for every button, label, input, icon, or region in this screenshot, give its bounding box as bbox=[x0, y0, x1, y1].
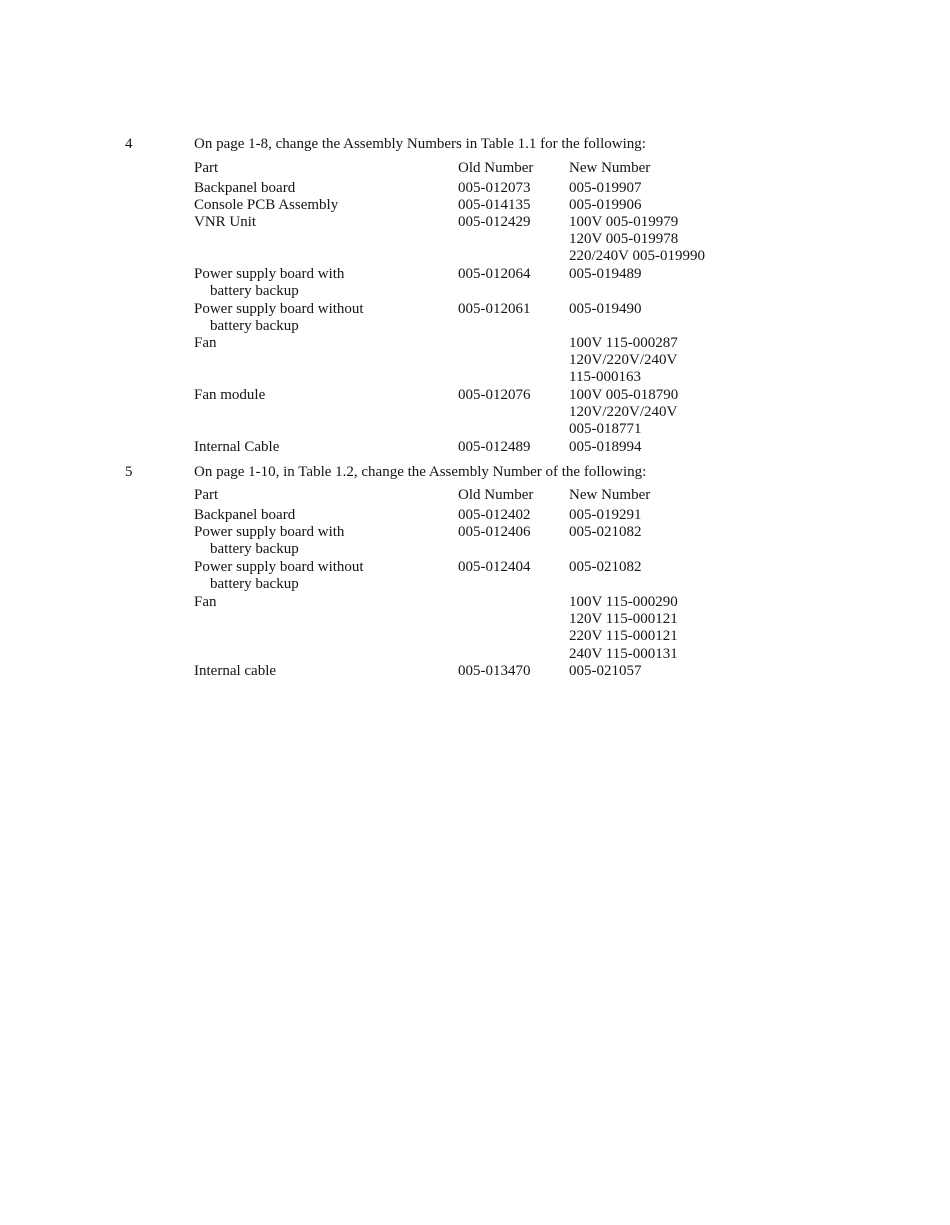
header-part: Part bbox=[194, 160, 219, 176]
part-cell bbox=[194, 507, 295, 524]
part-cell bbox=[194, 559, 364, 593]
part-line: Console PCB Assembly bbox=[194, 197, 339, 213]
part-line: Power supply board with bbox=[194, 266, 345, 282]
part-line: Internal Cable bbox=[194, 439, 280, 455]
part-cell bbox=[194, 180, 295, 197]
new-number-cell bbox=[569, 301, 642, 318]
section-instruction: On page 1-8, change the Assembly Numbers in Table 1.1 for the following: bbox=[194, 136, 646, 152]
part-cell bbox=[194, 439, 279, 456]
old-number-cell: 005-012076 bbox=[458, 387, 531, 403]
new-number-cell bbox=[569, 663, 642, 680]
part-line: Power supply board without bbox=[194, 301, 364, 317]
old-number-cell: 005-012489 bbox=[458, 439, 531, 455]
new-number-line: 115-000163 bbox=[569, 369, 641, 386]
new-number-line: 120V/220V/240V bbox=[569, 352, 678, 369]
part-cell bbox=[194, 524, 344, 558]
new-number-line: 100V 115-000290 bbox=[569, 594, 678, 610]
part-line: Backpanel board bbox=[194, 180, 296, 196]
part-cell bbox=[194, 214, 256, 231]
new-number-line: 005-021082 bbox=[569, 524, 642, 540]
new-number-cell bbox=[569, 559, 642, 576]
new-number-line: 005-021082 bbox=[569, 559, 642, 575]
part-line: Power supply board without bbox=[194, 559, 364, 575]
section-instruction: On page 1-10, in Table 1.2, change the Assembly Number of the following: bbox=[194, 464, 647, 480]
new-number-cell bbox=[569, 387, 678, 439]
new-number-cell bbox=[569, 214, 705, 266]
old-number-cell: 005-012064 bbox=[458, 266, 531, 282]
section-number: 4 bbox=[125, 136, 133, 152]
new-number-cell bbox=[569, 180, 642, 197]
part-line: Backpanel board bbox=[194, 507, 296, 523]
part-cell bbox=[194, 197, 338, 214]
header-new-number: New Number bbox=[569, 160, 651, 176]
new-number-line: 120V 115-000121 bbox=[569, 611, 678, 628]
part-line: VNR Unit bbox=[194, 214, 257, 230]
old-number-cell: 005-012073 bbox=[458, 180, 531, 196]
header-part: Part bbox=[194, 487, 219, 503]
part-line: battery backup bbox=[210, 541, 299, 558]
part-cell bbox=[194, 266, 344, 300]
new-number-line: 005-018771 bbox=[569, 421, 642, 438]
header-old-number: Old Number bbox=[458, 487, 534, 503]
new-number-cell bbox=[569, 507, 642, 524]
new-number-line: 240V 115-000131 bbox=[569, 645, 678, 662]
new-number-line: 005-019907 bbox=[569, 180, 642, 196]
new-number-line: 005-021057 bbox=[569, 663, 642, 679]
part-line: Power supply board with bbox=[194, 524, 345, 540]
part-cell bbox=[194, 594, 217, 611]
new-number-line: 005-019291 bbox=[569, 507, 642, 523]
new-number-line: 005-019906 bbox=[569, 197, 642, 213]
new-number-line: 100V 005-018790 bbox=[569, 387, 679, 403]
header-new-number: New Number bbox=[569, 487, 651, 503]
part-cell bbox=[194, 663, 276, 680]
new-number-line: 005-019489 bbox=[569, 266, 642, 282]
part-line: Internal cable bbox=[194, 663, 277, 679]
new-number-cell bbox=[569, 524, 642, 541]
new-number-line: 220V 115-000121 bbox=[569, 628, 678, 645]
old-number-cell: 005-012404 bbox=[458, 559, 531, 575]
part-line: battery backup bbox=[210, 318, 299, 335]
new-number-line: 005-018994 bbox=[569, 439, 642, 455]
new-number-cell bbox=[569, 335, 678, 387]
part-line: Fan module bbox=[194, 387, 266, 403]
new-number-line: 120V 005-019978 bbox=[569, 231, 679, 248]
old-number-cell: 005-014135 bbox=[458, 197, 531, 213]
new-number-line: 220/240V 005-019990 bbox=[569, 248, 705, 265]
section-number: 5 bbox=[125, 464, 133, 480]
part-cell bbox=[194, 335, 217, 352]
header-old-number: Old Number bbox=[458, 160, 534, 176]
old-number-cell: 005-012429 bbox=[458, 214, 531, 230]
old-number-cell: 005-012406 bbox=[458, 524, 531, 540]
part-line: Fan bbox=[194, 594, 217, 610]
part-line: battery backup bbox=[210, 283, 299, 300]
new-number-line: 120V/220V/240V bbox=[569, 404, 678, 421]
part-line: Fan bbox=[194, 335, 217, 351]
part-cell bbox=[194, 301, 364, 335]
new-number-line: 005-019490 bbox=[569, 301, 642, 317]
old-number-cell: 005-013470 bbox=[458, 663, 531, 679]
old-number-cell: 005-012402 bbox=[458, 507, 531, 523]
new-number-line: 100V 005-019979 bbox=[569, 214, 679, 230]
new-number-cell bbox=[569, 594, 678, 663]
part-line: battery backup bbox=[210, 576, 299, 593]
part-cell bbox=[194, 387, 265, 404]
new-number-cell bbox=[569, 439, 642, 456]
new-number-line: 100V 115-000287 bbox=[569, 335, 678, 351]
new-number-cell bbox=[569, 266, 642, 283]
new-number-cell bbox=[569, 197, 642, 214]
old-number-cell: 005-012061 bbox=[458, 301, 531, 317]
